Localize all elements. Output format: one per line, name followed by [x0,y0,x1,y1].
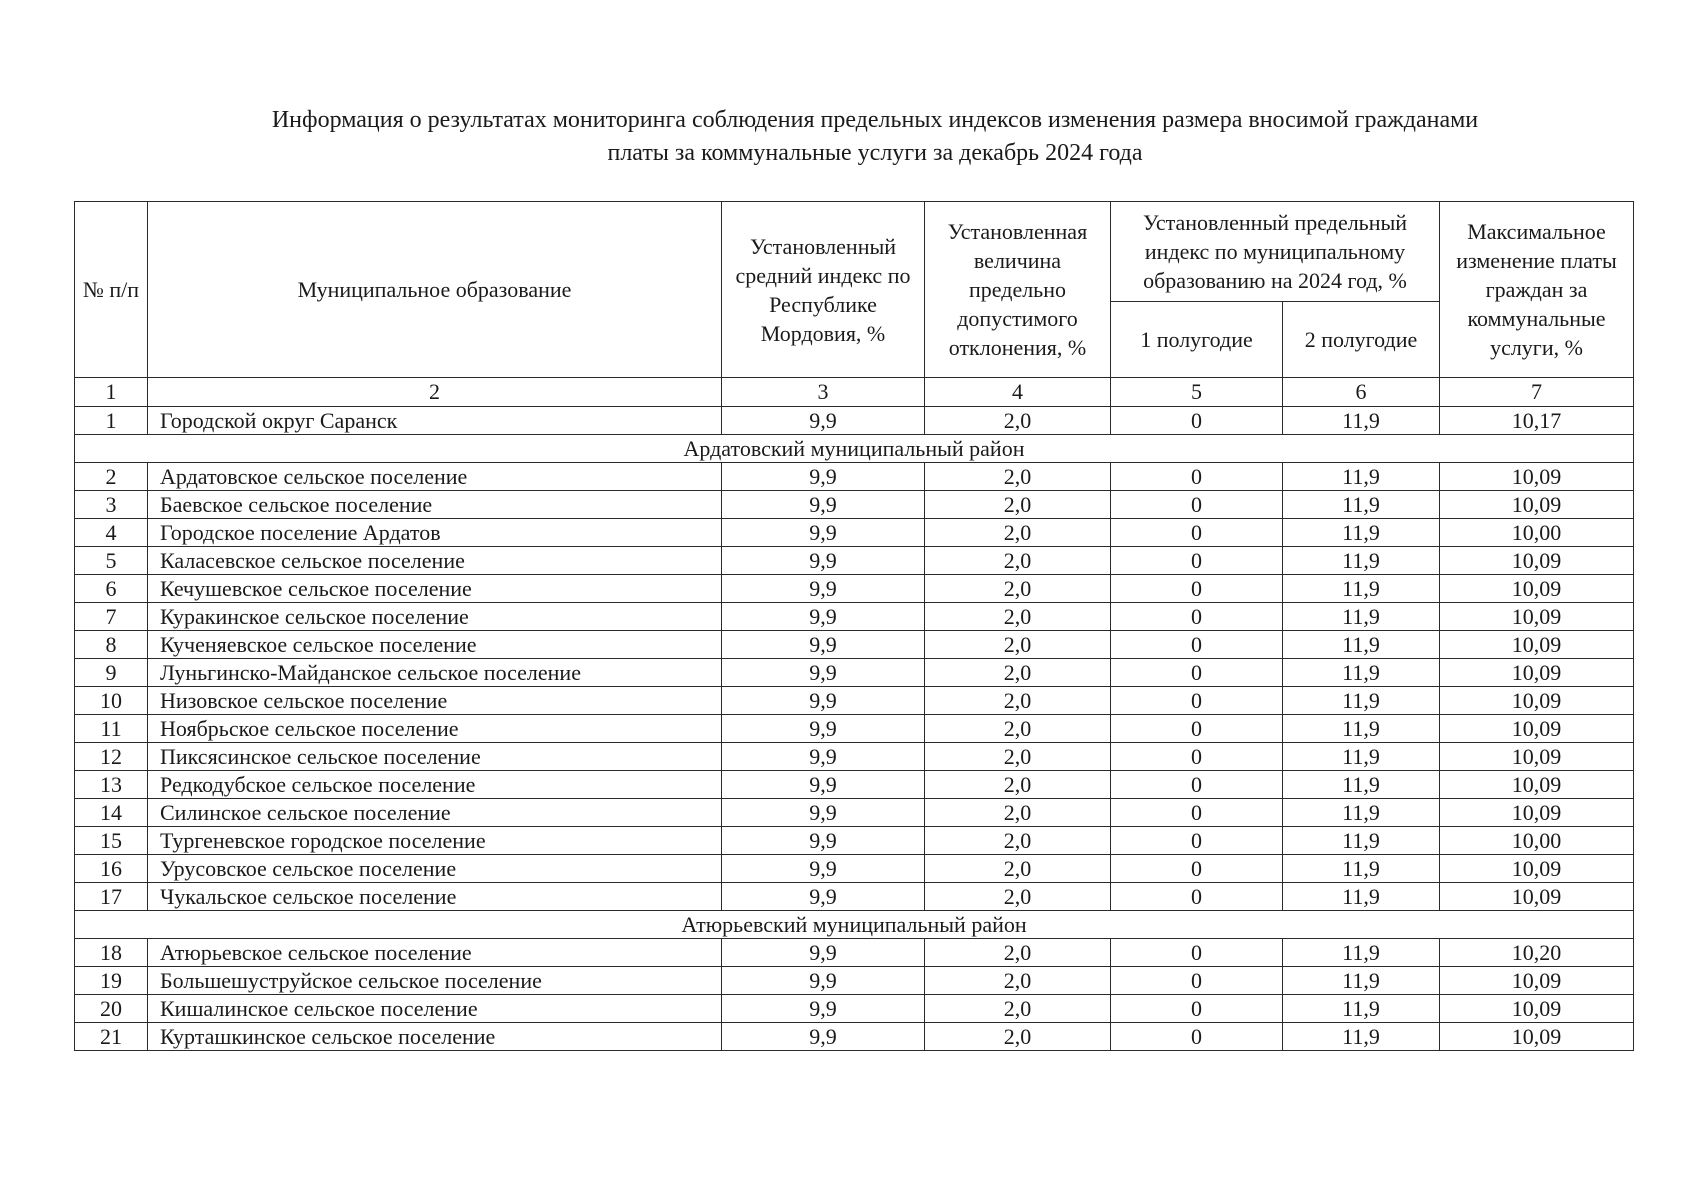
avg-index-value: 9,9 [722,463,925,491]
max-change-value: 10,09 [1440,659,1634,687]
max-change-value: 10,20 [1440,939,1634,967]
deviation-value: 2,0 [925,547,1111,575]
municipality-name: Курташкинское сельское поселение [148,1023,722,1051]
deviation-value: 2,0 [925,687,1111,715]
half1-value: 0 [1111,463,1283,491]
half2-value: 11,9 [1283,659,1440,687]
max-change-value: 10,09 [1440,547,1634,575]
municipality-name: Тургеневское городское поселение [148,827,722,855]
avg-index-value: 9,9 [722,659,925,687]
half1-value: 0 [1111,743,1283,771]
table-row [75,547,1634,575]
column-number: 5 [1111,378,1283,407]
row-number: 13 [75,771,148,799]
municipality-name: Чукальское сельское поселение [148,883,722,911]
row-number: 6 [75,575,148,603]
max-change-value: 10,09 [1440,743,1634,771]
municipality-name: Урусовское сельское поселение [148,855,722,883]
table-row [75,407,1634,435]
municipality-name: Пиксясинское сельское поселение [148,743,722,771]
half2-value: 11,9 [1283,519,1440,547]
half2-value: 11,9 [1283,491,1440,519]
table-row [75,1023,1634,1051]
half1-value: 0 [1111,519,1283,547]
row-number: 3 [75,491,148,519]
table-row [75,463,1634,491]
row-number: 1 [75,407,148,435]
district-name: Ардатовский муниципальный район [75,435,1634,463]
deviation-value: 2,0 [925,715,1111,743]
table-row [75,967,1634,995]
half1-value: 0 [1111,799,1283,827]
avg-index-value: 9,9 [722,407,925,435]
table-row [75,855,1634,883]
deviation-value: 2,0 [925,967,1111,995]
row-number: 5 [75,547,148,575]
row-number: 7 [75,603,148,631]
max-change-value: 10,09 [1440,631,1634,659]
avg-index-value: 9,9 [722,491,925,519]
max-change-value: 10,09 [1440,799,1634,827]
municipality-name: Ноябрьское сельское поселение [148,715,722,743]
avg-index-value: 9,9 [722,827,925,855]
deviation-value: 2,0 [925,659,1111,687]
max-change-value: 10,17 [1440,407,1634,435]
table-row [75,799,1634,827]
municipality-name: Низовское сельское поселение [148,687,722,715]
row-number: 21 [75,1023,148,1051]
half1-value: 0 [1111,687,1283,715]
column-number: 7 [1440,378,1634,407]
municipality-name: Городской округ Саранск [148,407,722,435]
table-row [75,631,1634,659]
header-num: № п/п [75,202,148,378]
half2-value: 11,9 [1283,855,1440,883]
deviation-value: 2,0 [925,463,1111,491]
monitoring-table [74,201,1634,1051]
row-number: 17 [75,883,148,911]
row-number: 11 [75,715,148,743]
row-number: 10 [75,687,148,715]
half1-value: 0 [1111,547,1283,575]
column-number: 1 [75,378,148,407]
max-change-value: 10,09 [1440,687,1634,715]
avg-index-value: 9,9 [722,883,925,911]
deviation-value: 2,0 [925,1023,1111,1051]
row-number: 16 [75,855,148,883]
deviation-value: 2,0 [925,575,1111,603]
max-change-value: 10,09 [1440,967,1634,995]
max-change-value: 10,09 [1440,1023,1634,1051]
avg-index-value: 9,9 [722,547,925,575]
municipality-name: Куракинское сельское поселение [148,603,722,631]
row-number: 12 [75,743,148,771]
half1-value: 0 [1111,491,1283,519]
max-change-value: 10,09 [1440,491,1634,519]
half2-value: 11,9 [1283,547,1440,575]
table-row [75,771,1634,799]
municipality-name: Кученяевское сельское поселение [148,631,722,659]
half1-value: 0 [1111,715,1283,743]
table-row [75,659,1634,687]
row-number: 18 [75,939,148,967]
deviation-value: 2,0 [925,939,1111,967]
max-change-value: 10,09 [1440,771,1634,799]
deviation-value: 2,0 [925,743,1111,771]
table-row [75,491,1634,519]
deviation-value: 2,0 [925,855,1111,883]
deviation-value: 2,0 [925,799,1111,827]
half2-value: 11,9 [1283,1023,1440,1051]
max-change-value: 10,00 [1440,519,1634,547]
table-row [75,715,1634,743]
half2-value: 11,9 [1283,631,1440,659]
avg-index-value: 9,9 [722,687,925,715]
table-row [75,939,1634,967]
half1-value: 0 [1111,967,1283,995]
avg-index-value: 9,9 [722,519,925,547]
municipality-name: Большешуструйское сельское поселение [148,967,722,995]
avg-index-value: 9,9 [722,995,925,1023]
avg-index-value: 9,9 [722,967,925,995]
half2-value: 11,9 [1283,939,1440,967]
avg-index-value: 9,9 [722,575,925,603]
half2-value: 11,9 [1283,463,1440,491]
avg-index-value: 9,9 [722,603,925,631]
municipality-name: Каласевское сельское поселение [148,547,722,575]
half2-value: 11,9 [1283,799,1440,827]
deviation-value: 2,0 [925,491,1111,519]
half2-value: 11,9 [1283,827,1440,855]
half1-value: 0 [1111,659,1283,687]
title-line-2: платы за коммунальные услуги за декабрь 2024 года [607,140,1143,166]
avg-index-value: 9,9 [722,715,925,743]
header-max-change: Максимальное изменение платы граждан за коммунальные услуги, % [1440,202,1634,378]
half1-value: 0 [1111,407,1283,435]
municipality-name: Баевское сельское поселение [148,491,722,519]
municipality-name: Луньгинско-Майданское сельское поселение [148,659,722,687]
deviation-value: 2,0 [925,883,1111,911]
district-row [75,911,1634,939]
district-name: Атюрьевский муниципальный район [75,911,1634,939]
row-number: 15 [75,827,148,855]
header-name: Муниципальное образование [148,202,722,378]
header-deviation: Установленная величина предельно допустимого отклонения, % [925,202,1111,378]
row-number: 20 [75,995,148,1023]
header-half-2: 2 полугодие [1283,302,1440,378]
row-number: 19 [75,967,148,995]
municipality-name: Атюрьевское сельское поселение [148,939,722,967]
avg-index-value: 9,9 [722,743,925,771]
half2-value: 11,9 [1283,771,1440,799]
table-row [75,743,1634,771]
half1-value: 0 [1111,827,1283,855]
row-number: 9 [75,659,148,687]
table-row [75,603,1634,631]
half2-value: 11,9 [1283,603,1440,631]
half1-value: 0 [1111,855,1283,883]
deviation-value: 2,0 [925,827,1111,855]
table-body [75,407,1634,1051]
deviation-value: 2,0 [925,631,1111,659]
max-change-value: 10,09 [1440,715,1634,743]
half1-value: 0 [1111,883,1283,911]
municipality-name: Городское поселение Ардатов [148,519,722,547]
half2-value: 11,9 [1283,687,1440,715]
row-number: 14 [75,799,148,827]
half2-value: 11,9 [1283,967,1440,995]
municipality-name: Кечушевское сельское поселение [148,575,722,603]
deviation-value: 2,0 [925,603,1111,631]
half1-value: 0 [1111,575,1283,603]
document-title [140,104,1610,170]
half2-value: 11,9 [1283,575,1440,603]
table-row [75,687,1634,715]
table-row [75,883,1634,911]
header-limit-group: Установленный предельный индекс по муниципальному образованию на 2024 год, % [1111,202,1440,302]
table-row [75,575,1634,603]
column-number: 6 [1283,378,1440,407]
max-change-value: 10,09 [1440,995,1634,1023]
deviation-value: 2,0 [925,771,1111,799]
avg-index-value: 9,9 [722,631,925,659]
column-number: 2 [148,378,722,407]
avg-index-value: 9,9 [722,1023,925,1051]
table-header [75,202,1634,407]
table-row [75,995,1634,1023]
municipality-name: Силинское сельское поселение [148,799,722,827]
half2-value: 11,9 [1283,743,1440,771]
municipality-name: Ардатовское сельское поселение [148,463,722,491]
half2-value: 11,9 [1283,995,1440,1023]
municipality-name: Кишалинское сельское поселение [148,995,722,1023]
deviation-value: 2,0 [925,995,1111,1023]
half2-value: 11,9 [1283,883,1440,911]
header-avg-index: Установленный средний индекс по Республике Мордовия, % [722,202,925,378]
max-change-value: 10,09 [1440,883,1634,911]
avg-index-value: 9,9 [722,771,925,799]
row-number: 8 [75,631,148,659]
row-number: 2 [75,463,148,491]
max-change-value: 10,00 [1440,827,1634,855]
avg-index-value: 9,9 [722,939,925,967]
table-row [75,827,1634,855]
district-row [75,435,1634,463]
max-change-value: 10,09 [1440,463,1634,491]
title-line-1: Информация о результатах мониторинга соблюдения предельных индексов изменения размера вносимой гражданами [271,107,1479,133]
half1-value: 0 [1111,631,1283,659]
half1-value: 0 [1111,939,1283,967]
table-row [75,519,1634,547]
max-change-value: 10,09 [1440,603,1634,631]
column-number: 3 [722,378,925,407]
row-number: 4 [75,519,148,547]
deviation-value: 2,0 [925,519,1111,547]
deviation-value: 2,0 [925,407,1111,435]
half1-value: 0 [1111,771,1283,799]
column-number-row [75,378,1634,407]
half2-value: 11,9 [1283,715,1440,743]
half1-value: 0 [1111,603,1283,631]
avg-index-value: 9,9 [722,855,925,883]
header-half-1: 1 полугодие [1111,302,1283,378]
avg-index-value: 9,9 [722,799,925,827]
max-change-value: 10,09 [1440,575,1634,603]
half1-value: 0 [1111,995,1283,1023]
half2-value: 11,9 [1283,407,1440,435]
max-change-value: 10,09 [1440,855,1634,883]
half1-value: 0 [1111,1023,1283,1051]
municipality-name: Редкодубское сельское поселение [148,771,722,799]
column-number: 4 [925,378,1111,407]
